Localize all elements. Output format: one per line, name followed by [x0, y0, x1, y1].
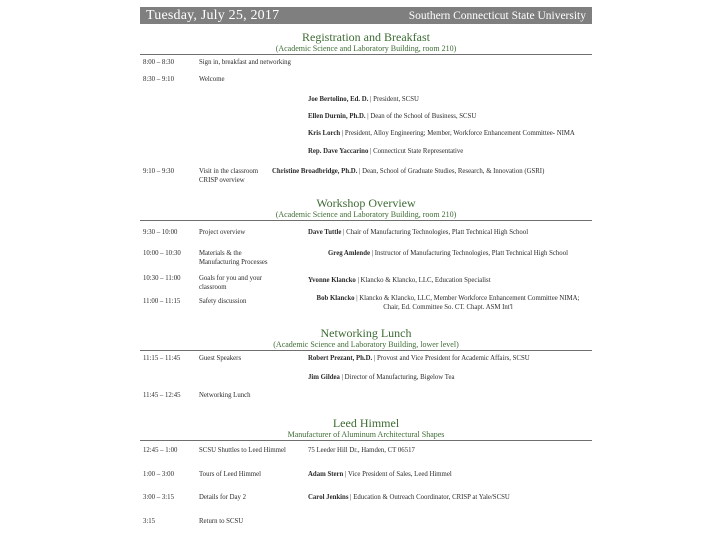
- row-activity: Welcome: [199, 76, 225, 83]
- agenda-page: [140, 0, 592, 540]
- speaker-name: Joe Bertolino, Ed. D.: [308, 96, 369, 103]
- welcome-speaker: [308, 148, 588, 157]
- section-subtitle: (Academic Science and Laboratory Building, room 210): [275, 210, 457, 219]
- row-place: 75 Leeder Hill Dr., Hamden, CT 06517: [308, 447, 415, 454]
- row-activity: Networking Lunch: [199, 392, 251, 399]
- speaker-name: Dave Tuttle: [308, 229, 342, 236]
- welcome-speaker: [308, 130, 588, 139]
- row-speaker: [308, 229, 588, 238]
- row-activity: Goals for you and your classroom: [199, 275, 263, 291]
- row-activity: Visit in the classroom CRISP overview: [199, 168, 259, 184]
- welcome-speaker: [308, 96, 588, 105]
- row-activity: SCSU Shuttles to Leed Himmel: [199, 447, 286, 454]
- section-leed-himmel: [140, 416, 592, 439]
- row-time: 10:30 – 11:00: [143, 275, 181, 282]
- header-bar: [140, 7, 592, 24]
- row-speaker: [308, 494, 588, 503]
- row-speaker: [308, 355, 588, 364]
- speaker-name: Adam Stern: [308, 471, 344, 478]
- section-lunch: [140, 326, 592, 349]
- speaker-role: | Klancko & Klancko, LLC, Education Specialist: [355, 277, 491, 284]
- speaker-name: Christine Broadbridge, Ph.D.: [272, 168, 358, 175]
- row-activity: Materials & the Manufacturing Processes: [199, 250, 268, 266]
- speaker-name: Carol Jenkins: [308, 494, 349, 501]
- row-time: 8:30 – 9:10: [143, 76, 174, 83]
- row-time: 12:45 – 1:00: [143, 447, 178, 454]
- section-title: Workshop Overview: [316, 196, 416, 210]
- speaker-role: | Klancko & Klancko, LLC, Member Workforce Enhancement Committee NIMA; Chair, Ed. Committee So. CT. Chapt. ASM Int'l: [354, 295, 580, 311]
- row-speaker: [272, 168, 592, 177]
- speaker-name: Greg Amlende: [328, 250, 370, 257]
- section-registration: [140, 30, 592, 53]
- row-activity: Details for Day 2: [199, 494, 246, 501]
- divider: [140, 54, 592, 55]
- row-speaker: [308, 471, 588, 480]
- speaker-role: | President, SCSU: [368, 96, 419, 103]
- section-workshop: [140, 196, 592, 219]
- speaker-name: Ellen Durnin, Ph.D.: [308, 113, 366, 120]
- row-speaker: [308, 374, 588, 383]
- row-speaker: [308, 277, 588, 286]
- row-time: 8:00 – 8:30: [143, 59, 174, 66]
- speaker-name: Yvonne Klancko: [308, 277, 356, 284]
- welcome-speaker: [308, 113, 588, 122]
- row-time: 1:00 – 3:00: [143, 471, 174, 478]
- speaker-name: Robert Prezant, Ph.D.: [308, 355, 373, 362]
- speaker-name: Rep. Dave Yaccarino: [308, 148, 369, 155]
- speaker-role: | Education & Outreach Coordinator, CRISP at Yale/SCSU: [348, 494, 510, 501]
- row-speaker: [308, 295, 588, 312]
- row-time: 10:00 – 10:30: [143, 250, 181, 257]
- row-speaker: [308, 250, 588, 259]
- section-title: Networking Lunch: [320, 326, 412, 340]
- speaker-role: | President, Alloy Engineering; Member, Workforce Enhancement Committee- NIMA: [340, 130, 575, 137]
- row-time: 9:30 – 10:00: [143, 229, 178, 236]
- row-activity: Tours of Leed Himmel: [199, 471, 262, 478]
- section-title: Leed Himmel: [332, 416, 400, 430]
- speaker-role: | Director of Manufacturing, Bigelow Tea: [339, 374, 455, 381]
- row-time: 11:15 – 11:45: [143, 355, 181, 362]
- speaker-name: Bob Klancko: [316, 295, 355, 302]
- speaker-role: | Dean, School of Graduate Studies, Research, & Innovation (GSRI): [357, 168, 545, 175]
- divider: [140, 440, 592, 441]
- speaker-role: | Connecticut State Representative: [368, 148, 464, 155]
- speaker-role: | Instructor of Manufacturing Technologies, Platt Technical High School: [370, 250, 568, 257]
- row-time: 3:00 – 3:15: [143, 494, 174, 501]
- row-time: 11:00 – 11:15: [143, 298, 181, 305]
- row-activity: Sign in, breakfast and networking: [199, 59, 291, 66]
- row-time: 3:15: [143, 518, 156, 525]
- speaker-role: | Vice President of Sales, Leed Himmel: [343, 471, 452, 478]
- row-activity: Return to SCSU: [199, 518, 244, 525]
- speaker-role: | Provost and Vice President for Academic Affairs, SCSU: [372, 355, 530, 362]
- section-subtitle: (Academic Science and Laboratory Building, lower level): [273, 340, 459, 349]
- header-university: Southern Connecticut State University: [408, 9, 586, 22]
- header-date: Tuesday, July 25, 2017: [146, 7, 280, 23]
- row-time: 9:10 – 9:30: [143, 168, 174, 175]
- speaker-name: Kris Lorch: [308, 130, 341, 137]
- row-activity: Guest Speakers: [199, 355, 242, 362]
- divider: [140, 220, 592, 221]
- row-activity: Safety discussion: [199, 298, 247, 305]
- row-time: 11:45 – 12:45: [143, 392, 181, 399]
- section-title: Registration and Breakfast: [302, 30, 430, 44]
- section-subtitle: Manufacturer of Aluminum Architectural Shapes: [287, 430, 445, 439]
- speaker-name: Jim Gildea: [308, 374, 340, 381]
- divider: [140, 350, 592, 351]
- speaker-role: | Dean of the School of Business, SCSU: [365, 113, 477, 120]
- section-subtitle: (Academic Science and Laboratory Building, room 210): [275, 44, 457, 53]
- speaker-role: | Chair of Manufacturing Technologies, Platt Technical High School: [341, 229, 529, 236]
- row-activity: Project overview: [199, 229, 246, 236]
